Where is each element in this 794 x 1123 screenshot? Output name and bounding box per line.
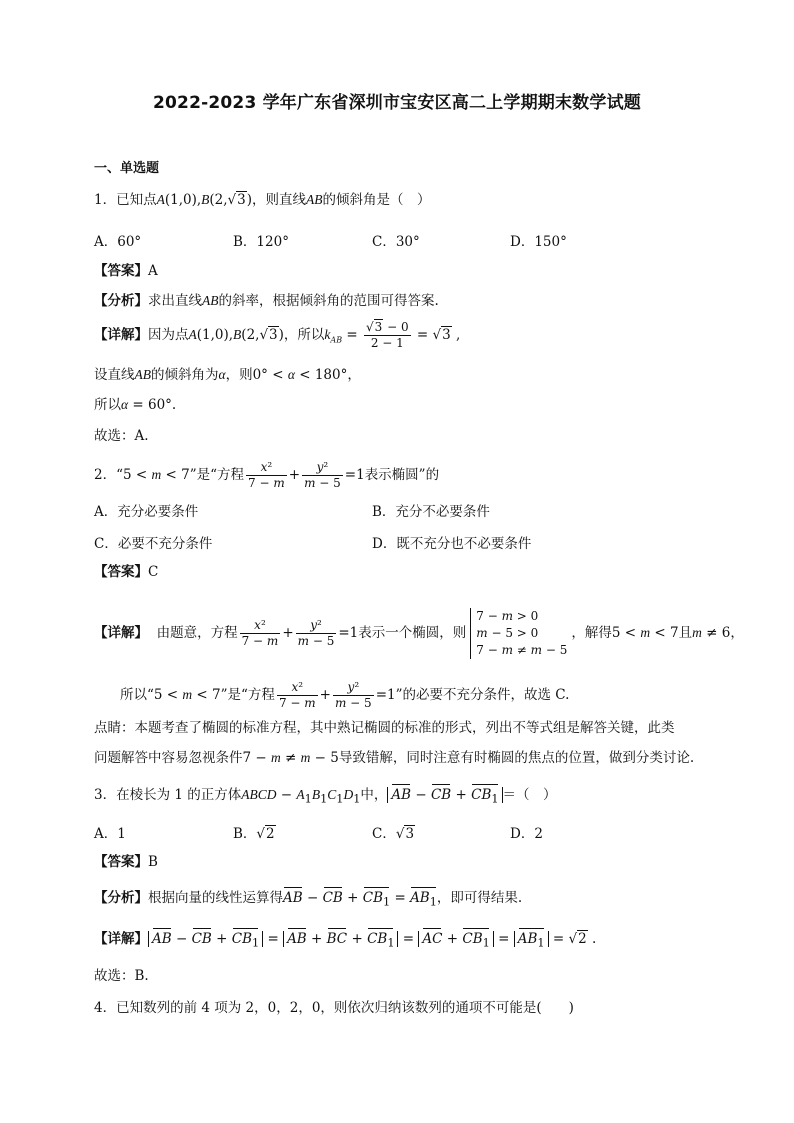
- q4-stem: 4．已知数列的前 4 项为 2，0，2，0，则依次归纳该数列的通项不可能是( ): [94, 1000, 574, 1016]
- q1-detail-line2: 设直线AB的倾斜角为α，则0° < α < 180°，: [94, 367, 361, 383]
- q2-answer: 【答案】C: [94, 564, 159, 580]
- section-heading: 一、单选题: [94, 161, 160, 176]
- q3-option-b: B．√2: [233, 826, 275, 842]
- q3-option-c: C．√3: [372, 826, 415, 842]
- q3-detail: 【详解】 AB − CB + $CB_1$ = AB + BC + $CB_1$ = AC + $CB_1 = AB_1 = √2$ .: [94, 930, 596, 953]
- q3-analysis: 【分析】根据向量的线性运算得AB − CB + $CB_1 = AB_1$，即可得结果.: [94, 889, 522, 912]
- q1-option-d: D．150°: [510, 234, 567, 250]
- q1-detail-line3: 所以α = 60°.: [94, 397, 177, 413]
- q3-answer: 【答案】B: [94, 854, 158, 870]
- q1-option-b: B．120°: [233, 234, 289, 250]
- q2-option-d: D．既不充分也不必要条件: [372, 536, 532, 552]
- q1-option-c: C．30°: [372, 234, 420, 250]
- exam-title: 2022-2023 学年广东省深圳市宝安区高二上学期期末数学试题: [152, 93, 641, 113]
- q1-choose: 故选：A.: [94, 428, 149, 444]
- q3-choose: 故选：B.: [94, 968, 149, 984]
- q1-detail: 【详解】因为点A(1,0),B(2,√3)，所以$k_{AB}$ = $\frac{√3 - 0}{2 - 1}$ = √3 ,: [94, 320, 461, 350]
- q2-option-a: A．充分必要条件: [94, 504, 199, 520]
- q1-analysis: 【分析】求出直线AB的斜率，根据倾斜角的范围可得答案.: [94, 293, 439, 309]
- q2-note-line1: 点睛：本题考查了椭圆的标准方程，其中熟记椭圆的标准的形式，列出不等式组是解答关键，此类: [94, 720, 675, 736]
- q3-option-d: D．2: [510, 826, 543, 842]
- q1-answer: 【答案】A: [94, 263, 158, 279]
- q2-note-line2: 问题解答中容易忽视条件7 − m ≠ m − 5导致错解，同时注意有时椭圆的焦点的位置，做到分类讨论.: [94, 750, 695, 766]
- q3-option-a: A．1: [94, 826, 126, 842]
- q2-option-b: B．充分不必要条件: [372, 504, 490, 520]
- q2-detail: 【详解】 由题意，方程 $\frac{\text{x²}}{7 - m}$ + $\frac{\text{y²}}{m - 5}$ =1表示一个椭圆，则7 − m > 0 m − 5 > 0 7 − m ≠ m − 5，解得5 < m < 7且m ≠ 6，: [94, 609, 744, 657]
- q1-option-a: A．60°: [94, 234, 142, 250]
- q1-stem: 1．已知点A(1,0),B(2,√3)，则直线AB的倾斜角是（ ）: [94, 192, 431, 208]
- inequality-system: 7 − m > 0 m − 5 > 0 7 − m ≠ m − 5: [470, 608, 567, 659]
- q2-stem: 2．“5 < m < 7”是“方程 $\frac{\text{x²}}{7 - m}$ + $\frac{\text{y²}}{m - 5}$ =1表示椭圆”的: [94, 460, 440, 490]
- q2-detail-line2: 所以“5 < m < 7”是“方程 $\frac{\text{x²}}{7 - m}$ + $\frac{\text{y²}}{m - 5}$ =1”的必要不充分条件，故选 C.: [120, 680, 570, 710]
- q2-option-c: C．必要不充分条件: [94, 536, 213, 552]
- q3-stem: 3．在棱长为 1 的正方体ABCD − $A_1B_1C_1D_1$中， AB − CB + $CB_1$ ＝（ ）: [94, 786, 557, 809]
- slope-fraction: $\frac{√3 - 0}{2 - 1}$: [365, 320, 409, 350]
